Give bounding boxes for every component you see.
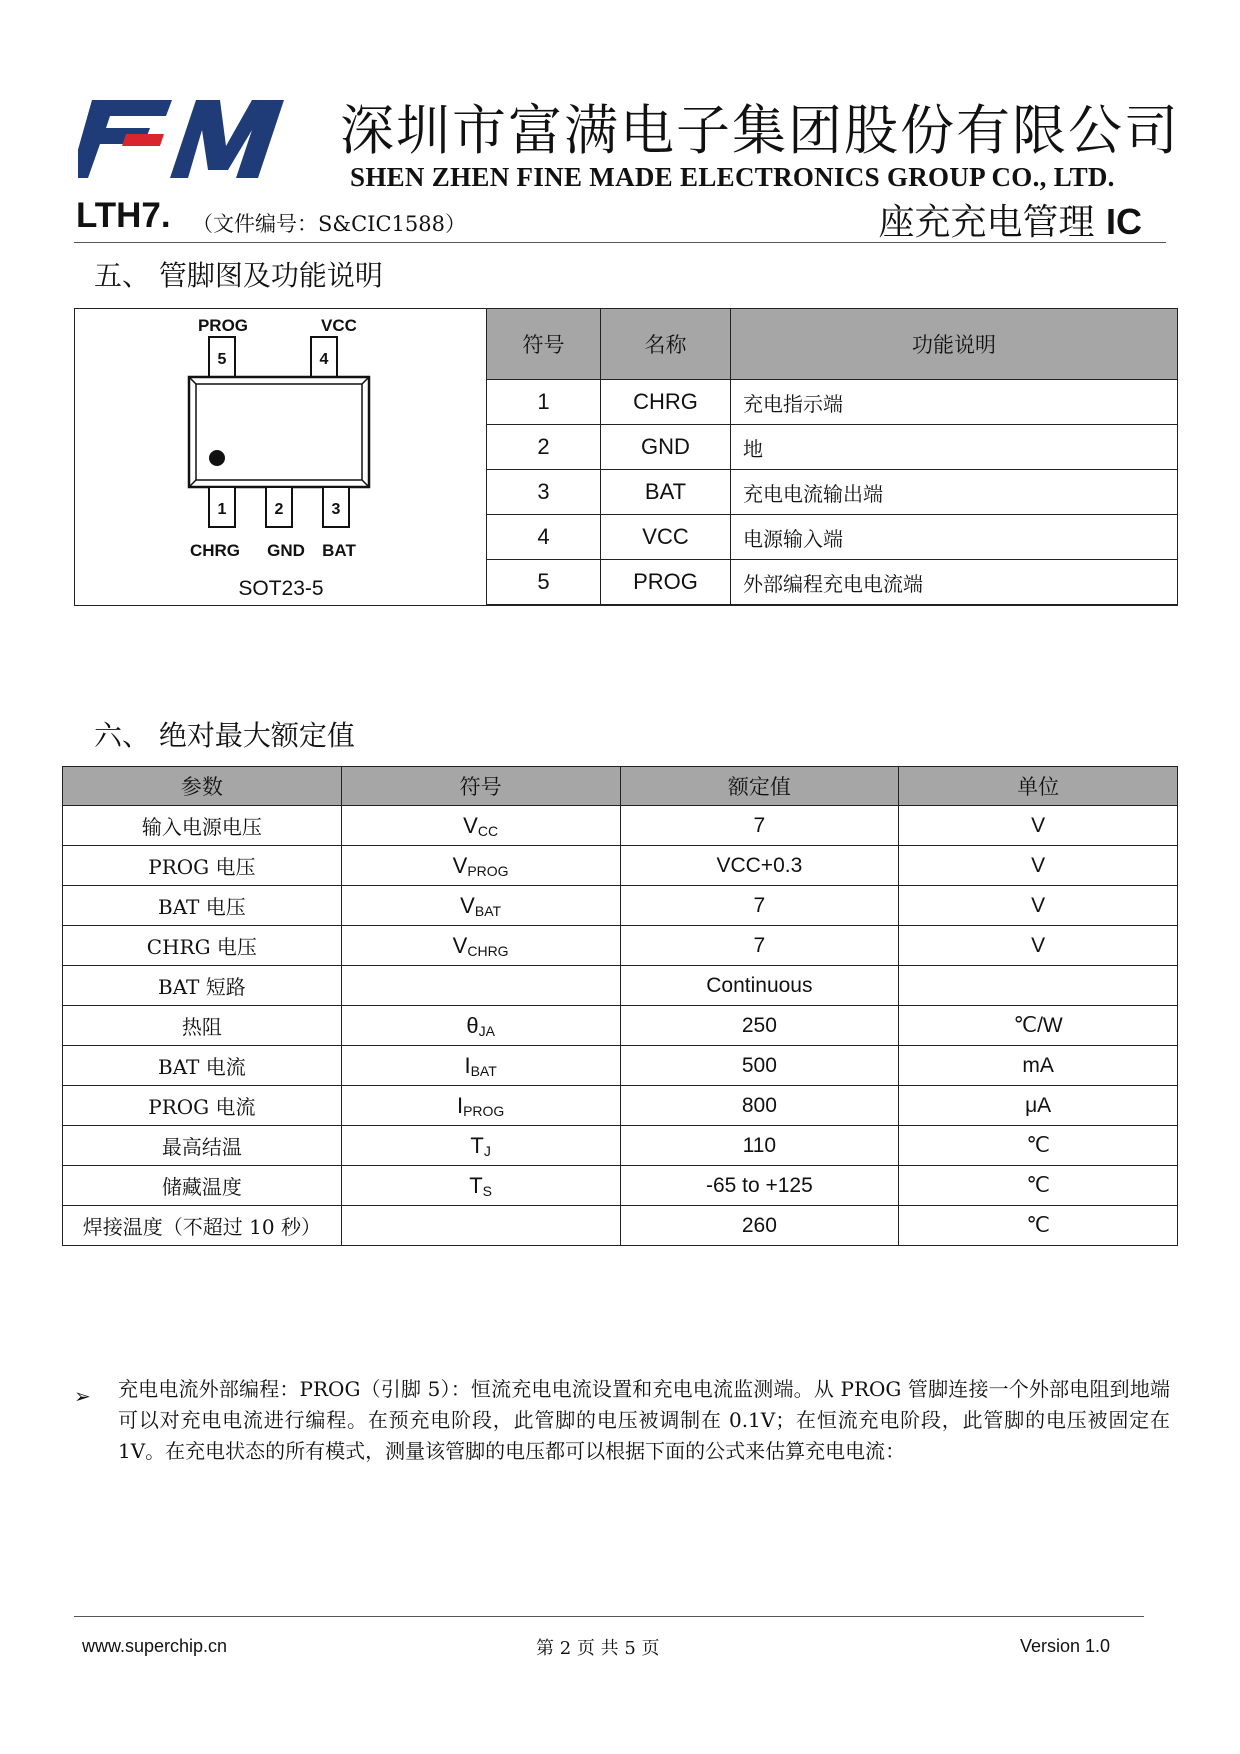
rating-param: CHRG 电压 [63,926,342,966]
rating-value: 250 [620,1006,899,1046]
rating-value: 800 [620,1086,899,1126]
table-row [63,1006,1178,1046]
pin-number-5: 5 [217,351,227,368]
pin-symbol: 1 [487,380,601,425]
pin-number-3: 3 [331,501,341,518]
rating-value: 110 [620,1126,899,1166]
section-title-ratings: 六、 绝对最大额定值 [94,719,355,752]
pin-label-gnd: GND [267,541,305,560]
rating-param: 焊接温度（不超过 10 秒） [63,1206,342,1246]
rating-symbol [341,1206,620,1246]
ratings-table-header [63,767,1178,806]
symbol-main: T [469,1172,483,1198]
pin-name: GND [601,425,731,470]
pin-header-name: 名称 [601,309,731,380]
rating-symbol [341,1126,620,1166]
symbol-sub: J [483,1142,491,1159]
pin-name: VCC [601,515,731,560]
symbol-sub: BAT [470,1062,497,1079]
pin-label-vcc: VCC [321,316,357,335]
rating-param: PROG 电流 [63,1086,342,1126]
package-label: SOT23-5 [238,577,324,600]
rating-param: BAT 电压 [63,886,342,926]
table-row [63,966,1178,1006]
footer-version: Version 1.0 [1020,1636,1111,1656]
rating-unit: mA [899,1046,1178,1086]
rating-param: BAT 短路 [63,966,342,1006]
rating-unit: V [899,806,1178,846]
table-row [63,926,1178,966]
rating-value: -65 to +125 [620,1166,899,1206]
symbol-sub: BAT [474,902,502,919]
rating-param: 最高结温 [63,1126,342,1166]
rating-symbol [341,926,620,966]
rating-param: PROG 电压 [63,846,342,886]
rating-param: BAT 电流 [63,1046,342,1086]
pin-label-chrg: CHRG [189,541,241,560]
product-title-cn: 座充充电管理 [878,202,1095,243]
symbol-sub: JA [478,1022,495,1039]
pin-desc: 电源输入端 [731,515,1178,560]
table-row [487,470,1178,515]
package-body [189,377,369,487]
footer-page-number: 第 2 页 共 5 页 [536,1638,660,1659]
rating-unit: ℃ [899,1126,1178,1166]
symbol-main: I [456,1092,464,1118]
symbol-sub: PROG [467,862,509,879]
symbol-sub: PROG [463,1102,505,1119]
symbol-main: I [464,1052,471,1078]
table-row [63,1086,1178,1126]
model-number: LTH7. [76,196,171,235]
table-row [487,425,1178,470]
pin-number-4: 4 [319,351,329,368]
symbol-main: θ [466,1012,479,1038]
rating-unit: V [899,886,1178,926]
pin-symbol: 2 [487,425,601,470]
rating-unit: ℃/W [899,1006,1178,1046]
ratings-header-param: 参数 [63,767,342,806]
symbol-main: V [460,892,475,918]
pin-header-symbol: 符号 [487,309,601,380]
table-row [63,846,1178,886]
rating-param: 热阻 [63,1006,342,1046]
pin-desc: 充电指示端 [731,380,1178,425]
table-row [63,886,1178,926]
rating-value: 7 [620,806,899,846]
symbol-sub: CC [477,822,499,839]
table-row [63,1046,1178,1086]
pin-number-1: 1 [217,501,227,518]
prog-note-paragraph: 充电电流外部编程：PROG（引脚 5）：恒流充电电流设置和充电电流监测端。从 PROG 管脚连接一个外部电阻到地端可以对充电电流进行编程。在预充电阶段，此管脚的电压被调制在 0.1V；在恒流充电阶段，此管脚的电压被固定在1V。在充电状态的所有模式，测量该管脚的电压都可以根据下面的公式来估算充电电流： [118,1377,1170,1463]
pin-1-marker-dot [209,450,225,466]
rating-param: 储藏温度 [63,1166,342,1206]
pin-header-desc: 功能说明 [731,309,1178,380]
ratings-header-value: 额定值 [620,767,899,806]
rating-value: 500 [620,1046,899,1086]
pin-label-prog: PROG [197,316,249,335]
rating-symbol [341,846,620,886]
rating-unit: V [899,846,1178,886]
symbol-main: V [452,932,468,958]
pin-desc: 充电电流输出端 [731,470,1178,515]
bullet-arrow-icon: ➢ [74,1384,91,1408]
table-row [63,1166,1178,1206]
pin-label-bat: BAT [322,541,356,560]
rating-unit: ℃ [899,1166,1178,1206]
company-logo [78,100,288,178]
pin-table-header [487,309,1178,380]
symbol-main: V [452,852,468,878]
symbol-sub: CHRG [467,942,509,959]
pin-name: CHRG [601,380,731,425]
rating-param: 输入电源电压 [63,806,342,846]
pin-symbol: 3 [487,470,601,515]
rating-symbol [341,1166,620,1206]
header-divider [74,242,1166,243]
pin-desc: 地 [731,425,1178,470]
rating-symbol [341,1006,620,1046]
pin-name: BAT [601,470,731,515]
product-title-ic: IC [1106,201,1142,242]
section-title-pins: 五、 管脚图及功能说明 [94,259,383,292]
pin-desc: 外部编程充电电流端 [731,560,1178,605]
pin-function-table [486,308,1178,605]
rating-value: 7 [620,926,899,966]
table-row [487,380,1178,425]
product-title [879,194,1142,245]
rating-value: 260 [620,1206,899,1246]
rating-symbol [341,806,620,846]
company-name-cn: 深圳市富满电子集团股份有限公司 [340,99,1180,162]
ratings-header-unit: 单位 [899,767,1178,806]
rating-symbol [341,1046,620,1086]
rating-symbol [341,1086,620,1126]
ratings-header-symbol: 符号 [341,767,620,806]
rating-unit: V [899,926,1178,966]
pin-symbol: 4 [487,515,601,560]
rating-unit [899,966,1178,1006]
rating-symbol [341,886,620,926]
rating-value: VCC+0.3 [620,846,899,886]
symbol-main: T [470,1132,484,1158]
symbol-main: V [463,812,478,838]
table-row [487,560,1178,605]
pin-diagram [75,309,486,605]
absolute-max-ratings-table [62,766,1178,1246]
pin-number-2: 2 [274,501,284,518]
rating-unit: μA [899,1086,1178,1126]
pin-name: PROG [601,560,731,605]
footer-divider [74,1616,1144,1617]
company-name-en: SHEN ZHEN FINE MADE ELECTRONICS GROUP CO., LTD. [350,162,1115,192]
rating-value: 7 [620,886,899,926]
document-number: （文件编号：S&CIC1588） [192,212,466,236]
table-row [487,515,1178,560]
rating-symbol [341,966,620,1006]
rating-unit: ℃ [899,1206,1178,1246]
footer-website[interactable]: www.superchip.cn [82,1636,228,1656]
rating-value: Continuous [620,966,899,1006]
table-row [63,1206,1178,1246]
pin-symbol: 5 [487,560,601,605]
symbol-sub: S [482,1182,493,1199]
table-row [63,806,1178,846]
table-row [63,1126,1178,1166]
